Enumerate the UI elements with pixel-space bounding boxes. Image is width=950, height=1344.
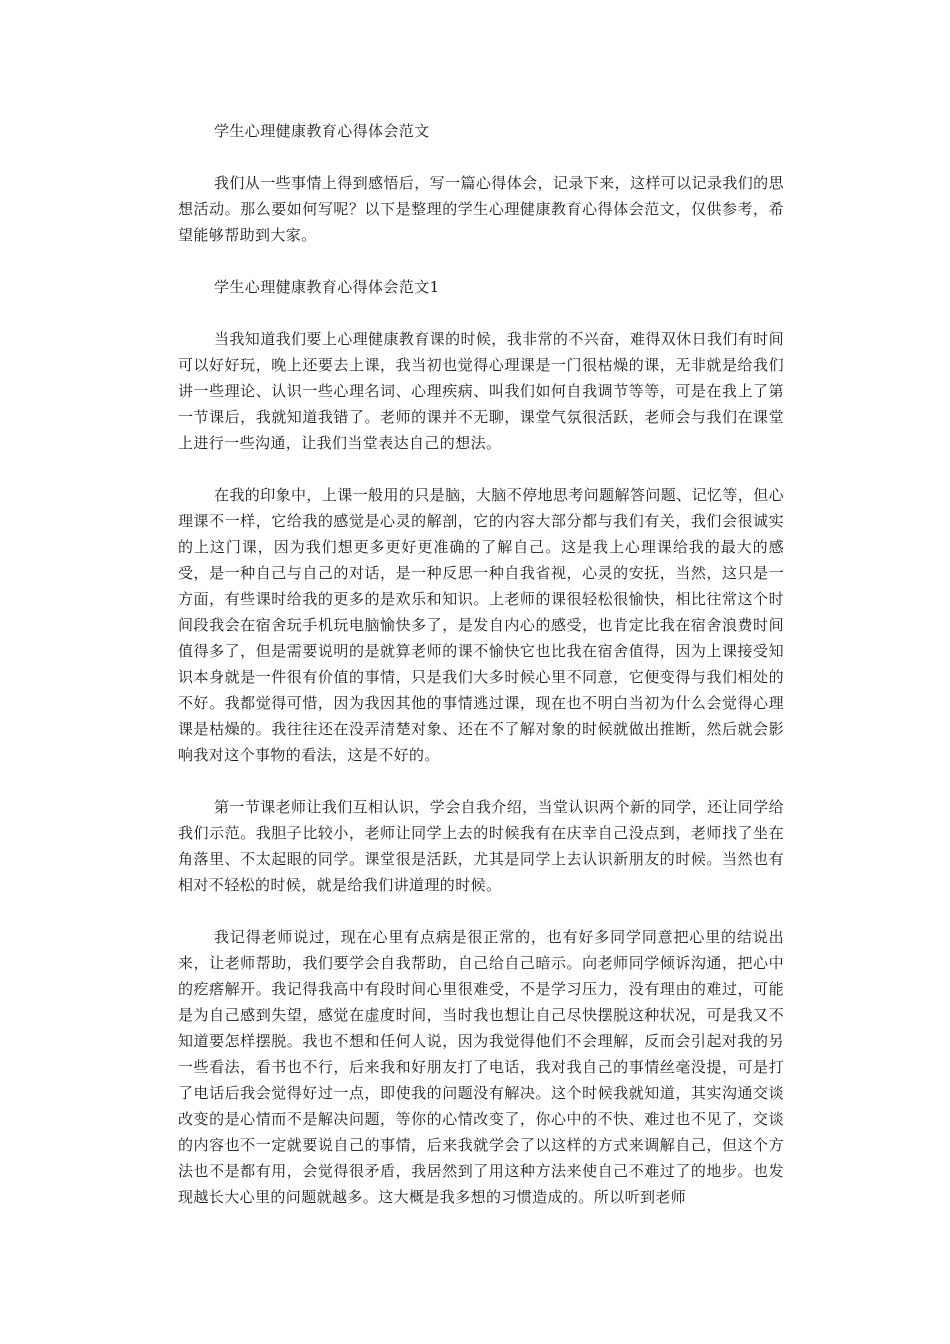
section-title: 学生心理健康教育心得体会范文1 (214, 278, 440, 296)
body-paragraph-4: 我记得老师说过，现在心里有点病是很正常的，也有好多同学同意把心里的结说出来，让老师帮助，我们要学会自我帮助，自己给自己暗示。向老师同学倾诉沟通，把心中的疙瘩解开。我记得我高中有段时间心里很难受，不是学习压力，没有理由的难过，可能是为自己感到失望，感觉在虚度时间，当时我也想让自己尽快摆脱这种状况，可是我又不知道要怎样摆脱。我也不想和任何人说，因为我觉得他们不会理解，反而会引起对我的另一些看法，看书也不行，后来我和好朋友打了电话，我对我自己的事情丝毫没提，可是打了电话后我会觉得好过一点，即使我的问题没有解决。这个时候我就知道，其实沟通交谈改变的是心情而不是解决问题，等你的心情改变了，你心中的不快、难过也不见了，交谈的内容也不一定就要说自己的事情，后来我就学会了以这样的方式来调解自己，但这个方法也不是都有用，会觉得很矛盾，我居然到了用这种方法来使自己不难过了的地步。也发现越长大心里的问题就越多。这大概是我多想的习惯造成的。所以听到老师 (178, 928, 784, 1206)
body-paragraph-1: 当我知道我们要上心理健康教育课的时候，我非常的不兴奋，难得双休日我们有时间可以好好玩，晚上还要去上课，我当初也觉得心理课是一门很枯燥的课，无非就是给我们讲一些理论、认识一些心理名词、心理疾病、叫我们如何自我调节等等，可是在我上了第一节课后，我就知道我错了。老师的课并不无聊，课堂气氛很活跃，老师会与我们在课堂上进行一些沟通，让我们当堂表达自己的想法。 (178, 330, 784, 452)
body-paragraph-3: 第一节课老师让我们互相认识，学会自我介绍，当堂认识两个新的同学，还让同学给我们示范。我胆子比较小，老师让同学上去的时候我有在庆幸自己没点到，老师找了坐在角落里、不太起眼的同学。课堂很是活跃，尤其是同学上去认识新朋友的时候。当然也有相对不轻松的时候，就是给我们讲道理的时候。 (178, 798, 784, 894)
document-body (178, 118, 784, 1210)
document-title: 学生心理健康教育心得体会范文 (214, 122, 430, 140)
intro-paragraph: 我们从一些事情上得到感悟后，写一篇心得体会，记录下来，这样可以记录我们的思想活动。那么要如何写呢？以下是整理的学生心理健康教育心得体会范文，仅供参考，希望能够帮助到大家。 (178, 174, 784, 244)
body-paragraph-2: 在我的印象中，上课一般用的只是脑，大脑不停地思考问题解答问题、记忆等，但心理课不一样，它给我的感觉是心灵的解剖，它的内容大部分都与我们有关，我们会很诚实的上这门课，因为我们想更多更好更准确的了解自己。这是我上心理课给我的最大的感受，是一种自己与自己的对话，是一种反思一种自我省视，心灵的安抚，当然，这只是一方面，有些课时给我的更多的是欢乐和知识。上老师的课很轻松很愉快，相比往常这个时间段我会在宿舍玩手机玩电脑愉快多了，是发自内心的感受，也肯定比我在宿舍浪费时间值得多了，但是需要说明的是就算老师的课不愉快它也比我在宿舍值得，因为上课接受知识本身就是一件很有价值的事情，只是我们大多时候心里不同意，它便变得与我们相处的不好。我都觉得可惜，因为我因其他的事情逃过课，现在也不明白当初为什么会觉得心理课是枯燥的。我往往还在没弄清楚对象、还在不了解对象的时候就做出推断，然后就会影响我对这个事物的看法，这是不好的。 (178, 486, 784, 764)
